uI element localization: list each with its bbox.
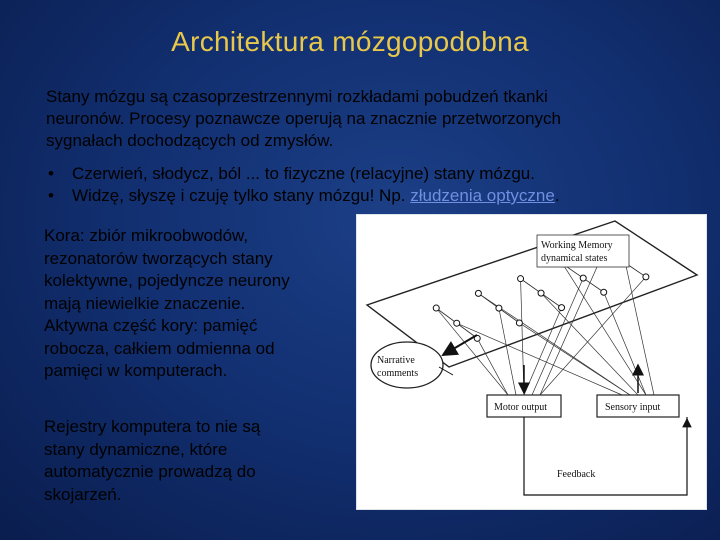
network-node [580, 275, 586, 281]
bullet-item [46, 163, 696, 185]
cortex-line: Kora: zbiór mikroobwodów, [44, 226, 249, 245]
network-io-link [519, 323, 630, 395]
narrative-label: Narrative [377, 355, 415, 366]
network-node [454, 320, 460, 326]
network-io-link [604, 292, 646, 395]
network-node [516, 320, 522, 326]
slide-title: Architektura mózgopodobna [171, 26, 529, 57]
cortex-line: rezonatorów tworzących stany [44, 248, 273, 268]
network-node [559, 305, 565, 311]
diagram-svg [357, 215, 708, 511]
registers-line: skojarzeń. [44, 484, 122, 504]
bullet-list [46, 163, 696, 207]
cortex-paragraph [44, 225, 344, 383]
motor-output-label: Motor output [494, 402, 548, 413]
cortex-line: pamięci w komputerach. [44, 361, 228, 380]
network-node [538, 290, 544, 296]
intro-paragraph [46, 86, 686, 152]
network-node [475, 290, 481, 296]
feedback-loop-line [524, 417, 687, 495]
registers-paragraph [44, 416, 344, 506]
cortex-line: mają niewielkie znaczenie. [44, 293, 246, 313]
registers-line: stany dynamiczne, które [44, 439, 228, 459]
cortex-line: Aktywna część kory: pamięć [44, 316, 258, 335]
registers-line: Rejestry komputera to nie są [44, 417, 261, 436]
bullet-text-end: . [554, 186, 560, 205]
intro-line: sygnałach dochodzących od zmysłów. [46, 131, 334, 150]
dynamical-states-label: dynamical states [541, 253, 608, 264]
comments-label: comments [377, 368, 419, 379]
intro-line: Stany mózgu są czasoprzestrzennymi rozkładami pobudzeń tkanki [46, 87, 548, 106]
cortex-line: robocza, całkiem odmienna od [44, 338, 275, 358]
bullet-item [46, 185, 696, 207]
cortex-line: kolektywne, pojedyncze neurony [44, 271, 290, 290]
sensory-input-label: Sensory input [605, 402, 661, 413]
intro-line: neuronów. Procesy poznawcze operują na znacznie przetworzonych [46, 109, 562, 128]
bullet-text: Czerwień, słodycz, ból ... to fizyczne (relacyjne) stany mózgu. [72, 164, 535, 183]
network-node [518, 276, 524, 282]
registers-line: automatycznie prowadzą do [44, 462, 256, 481]
network-node [601, 289, 607, 295]
bullet-text: Widzę, słyszę i czuję tylko stany mózgu! Np. [72, 186, 411, 205]
network-node [496, 305, 502, 311]
bullet-marker: • [48, 186, 54, 205]
network-node [433, 305, 439, 311]
working-memory-label: Working Memory [541, 240, 613, 251]
feedback-label: Feedback [557, 469, 596, 480]
optical-illusions-link[interactable]: złudzenia optyczne [410, 186, 555, 205]
network-node [643, 274, 649, 280]
brain-architecture-diagram [356, 214, 707, 510]
bullet-marker: • [48, 164, 54, 183]
